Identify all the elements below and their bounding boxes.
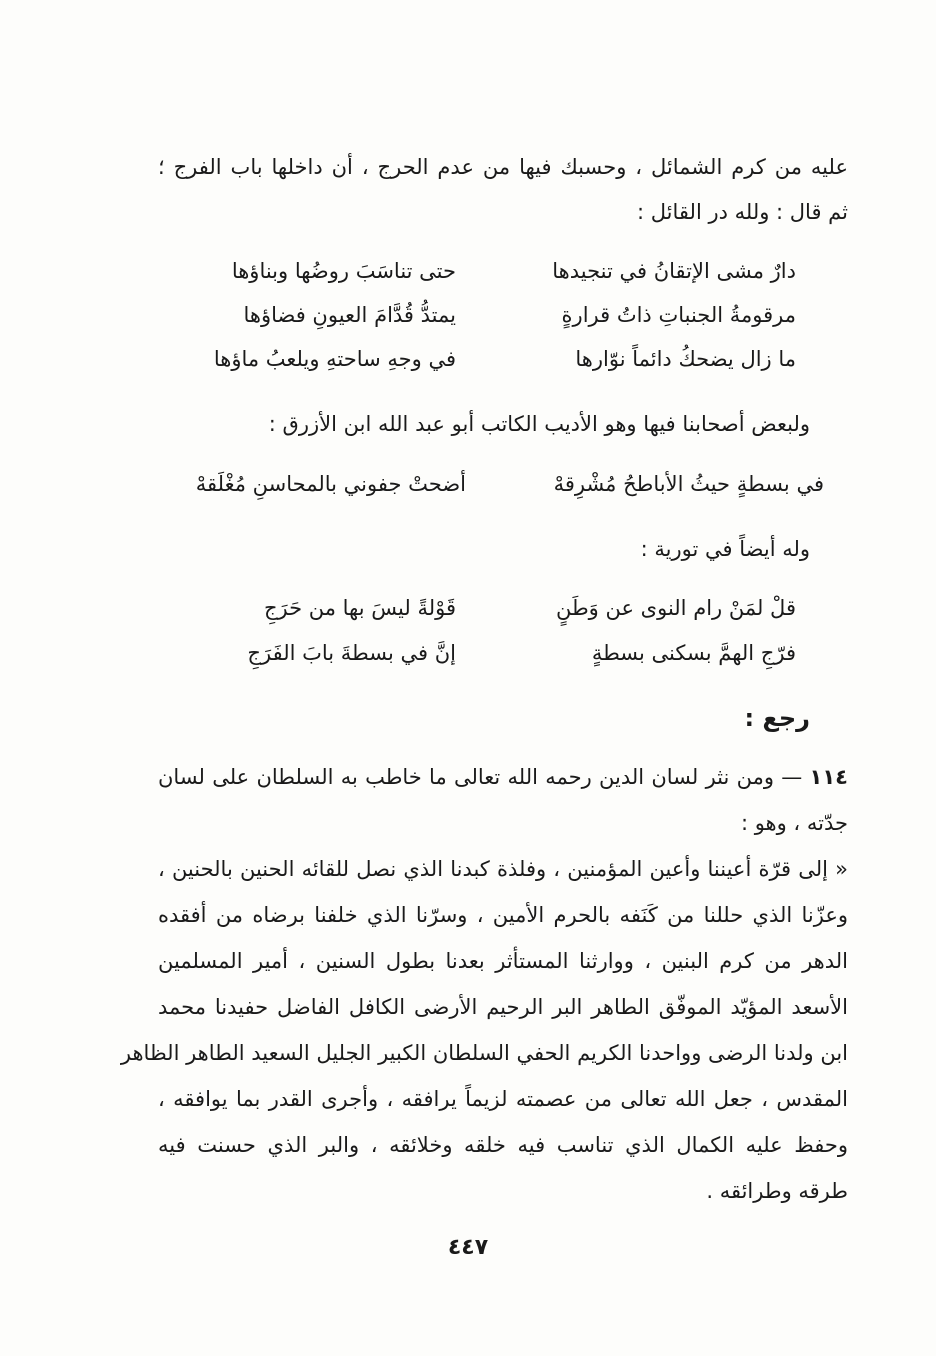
intro3-line: وله أيضاً في تورية : <box>640 537 810 561</box>
body-line-4: الأسعد المؤيّد الموفّق الطاهر البر الرحيم الأرضى الكافل الفاضل حفيدنا محمد <box>158 995 848 1019</box>
body-line-2: وعزّنا الذي حللنا من كَنَفه بالحرم الأمين ، وسرّنا الذي خلفنا برضاه من أفقده <box>158 903 848 927</box>
body-line-1: « إلى قرّة أعيننا وأعين المؤمنين ، وفلذة كبدنا الذي نصل للقائه الحنين بالحنين ، <box>158 857 848 881</box>
verse2-second: أضحتْ جفوني بالمحاسنِ مُغْلَقهْ <box>195 472 466 496</box>
body-line-8: طرقه وطرائقه . <box>706 1179 848 1203</box>
intro-line-2: ثم قال : ولله در القائل : <box>637 200 848 224</box>
body-line-7: وحفظ عليه الكمال الذي تناسب فيه خلقه وخلائقه ، والبر الذي حسنت فيه <box>158 1133 848 1157</box>
poem3-verse1-second: قَوْلةً ليسَ بها من حَرَجِ <box>263 596 456 620</box>
section-line-1 <box>158 762 848 792</box>
section-line-1-text: — ومن نثر لسان الدين رحمه الله تعالى ما خاطب به السلطان على لسان <box>158 765 803 789</box>
intro2-line: ولبعض أصحابنا فيها وهو الأديب الكاتب أبو عبد الله ابن الأزرق : <box>268 412 810 436</box>
page-number: ٤٤٧ <box>447 1235 489 1260</box>
body-line-3: الدهر من كرم البنين ، ووارثنا المستأثر بعدنا بطول السنين ، أمير المسلمين <box>158 949 848 973</box>
body-line-6: المقدس ، جعل الله تعالى من عصمته لزيماً يرافقه ، وأجرى القدر بما يوافقه ، <box>158 1087 848 1111</box>
verse2-first: في بسطةٍ حيثُ الأباطحُ مُشْرِقهْ <box>553 472 824 496</box>
intro-line-1: عليه من كرم الشمائل ، وحسبك فيها من عدم الحرج ، أن داخلها باب الفرج ؛ <box>158 155 848 179</box>
poem1-verse2-first: مرقومةُ الجنباتِ ذاتُ قرارةٍ <box>561 303 796 327</box>
poem3-verse1-first: قلْ لمَنْ رام النوى عن وَطَنٍ <box>555 596 796 620</box>
poem1-verse1-first: دارٌ مشى الإتقانُ في تنجيدها <box>552 259 796 283</box>
poem3-verse2-first: فرّجِ الهمَّ بسكنى بسطةٍ <box>591 641 796 665</box>
section-number: ١١٤ <box>809 765 848 789</box>
poem1-verse3-second: في وجهِ ساحتهِ ويلعبُ ماؤها <box>213 347 456 371</box>
poem1-verse1-second: حتى تناسَبَ روضُها وبناؤها <box>231 259 456 283</box>
section-heading: رجع : <box>744 704 810 732</box>
section-line-2: جدّته ، وهو : <box>740 811 848 835</box>
poem1-verse2-second: يمتدُّ قُدَّامَ العيونِ فضاؤها <box>243 303 456 327</box>
poem3-verse2-second: إنَّ في بسطةَ بابَ الفَرَجِ <box>247 641 456 665</box>
body-line-5: ابن ولدنا الرضى وواحدنا الكريم الحفي السلطان الكبير الجليل السعيد الطاهر الظاهر <box>120 1041 848 1065</box>
poem1-verse3-first: ما زال يضحكُ دائماً نوّارها <box>575 347 796 371</box>
